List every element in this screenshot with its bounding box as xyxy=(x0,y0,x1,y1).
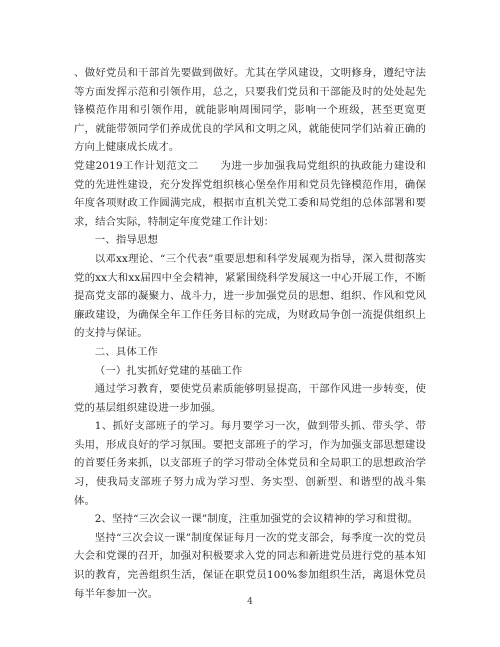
paragraph-guiding-ideology: 以邓xx理论、“三个代表”重要思想和科学发展观为指导，深入贯彻落实党的xx大和xx届四中全会精神，紧紧围绕科学发展这一中心开展工作，不断提高党支部的凝聚力、战斗力，进一步加强党员的思想、组织、作风和党风廉政建设，为确保全年工作任务目标的完成，为财政局争创一流提供组织上的支持与保证。 xyxy=(74,252,426,340)
document-body xyxy=(74,64,426,603)
paragraph-intro: 、做好党员和干部首先要做到做好。尤其在学风建设，文明修身，遵纪守法等方面发挥示范和引领作用，总之，只要我们党员和干部能及时的处处起先锋模范作用和引领作用，就能影响周围同学，影响一个班级，甚至更宽更广，就能带领同学们养成优良的学风和文明之风，就能使同学们站着正确的方向上健康成长成才。 xyxy=(74,67,426,154)
heading-specific-work: 二、具体工作 xyxy=(94,345,159,358)
paragraph-meeting-system: 坚持“三次会议一课”制度保证每月一次的党支部会，每季度一次的党员大会和党课的召开，加强对积极要求入党的同志和新进党员进行党的基本知识的教育，完善组织生活，保证在职党员100%参加组织生活，离退休党员每半年参加一次。 xyxy=(74,531,426,600)
paragraph-item-one: 1、抓好支部班子的学习。每月要学习一次，做到带头抓、带头学、带头用，形成良好的学习氛围。要把支部班子的学习，作为加强支部思想建设的首要任务来抓，以支部班子的学习带动全体党员和全局职工的思想政治学习，使我局支部班子努力成为学习型、务实型、创新型、和谐型的战斗集体。 xyxy=(74,420,426,507)
paragraph-study-education: 通过学习教育，要使党员素质能够明显提高，干部作风进一步转变，使党的基层组织建设进一步加强。 xyxy=(74,383,426,414)
page-number: 4 xyxy=(247,597,253,607)
subheading-foundation-work: （一）扎实抓好党建的基础工作 xyxy=(94,364,243,377)
paragraph-item-two: 2、坚持“三次会议一课”制度，注重加强党的会议精神的学习和贯彻。 xyxy=(94,513,419,526)
paragraph-title-plan-two: 党建2019工作计划范文二 为进一步加强我局党组织的执政能力建设和党的先进性建设，充分发挥党组织核心堡垒作用和党员先锋模范作用，确保年度各项财政工作圆满完成，根据市直机关党工委和局党组的总体部署和要求，结合实际，特制定年度党建工作计划： xyxy=(74,159,426,228)
heading-guiding-ideology: 一、指导思想 xyxy=(94,234,159,247)
